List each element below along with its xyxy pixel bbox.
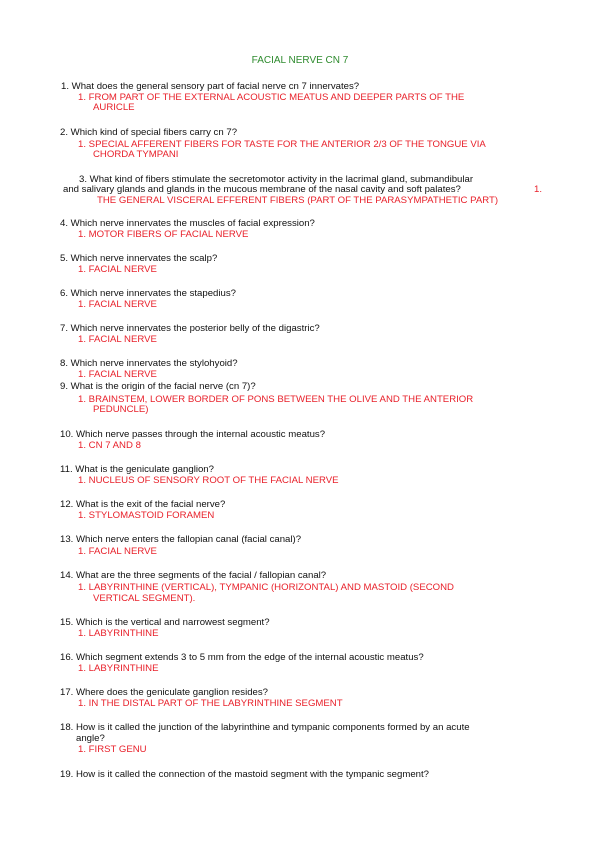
question-18: 18. How is it called the junction of the labyrinthine and tympanic components formed by an acute [60,722,470,733]
answer-16: 1. LABYRINTHINE [78,663,159,674]
question-16: 16. Which segment extends 3 to 5 mm from the edge of the internal acoustic meatus? [60,652,424,663]
answer-2: 1. SPECIAL AFFERENT FIBERS FOR TASTE FOR THE ANTERIOR 2/3 OF THE TONGUE VIA [78,139,486,150]
question-19: 19. How is it called the connection of the mastoid segment with the tympanic segment? [60,769,430,780]
question-15: 15. Which is the vertical and narrowest segment? [60,617,270,628]
answer-2-cont: CHORDA TYMPANI [93,149,179,160]
answer-6: 1. FACIAL NERVE [78,299,157,310]
answer-1-cont: AURICLE [93,102,135,113]
answer-18: 1. FIRST GENU [78,744,147,755]
answer-9-cont: PEDUNCLE) [93,404,149,415]
page-title: FACIAL NERVE CN 7 [251,55,349,66]
answer-9: 1. BRAINSTEM, LOWER BORDER OF PONS BETWEEN THE OLIVE AND THE ANTERIOR [78,394,474,405]
answer-3: THE GENERAL VISCERAL EFFERENT FIBERS (PART OF THE PARASYMPATHETIC PART) [97,195,499,206]
answer-1: 1. FROM PART OF THE EXTERNAL ACOUSTIC MEATUS AND DEEPER PARTS OF THE [78,92,465,103]
answer-3-num: 1. [534,184,543,195]
answer-14: 1. LABYRINTHINE (VERTICAL), TYMPANIC (HORIZONTAL) AND MASTOID (SECOND [78,582,454,593]
question-3-cont: and salivary glands and glands in the mucous membrane of the nasal cavity and soft palates? [63,184,461,195]
question-18-cont: angle? [76,733,105,744]
answer-12: 1. STYLOMASTOID FORAMEN [78,510,215,521]
answer-7: 1. FACIAL NERVE [78,334,157,345]
answer-8: 1. FACIAL NERVE [78,369,157,380]
question-2: 2. Which kind of special fibers carry cn 7? [60,127,238,138]
question-10: 10. Which nerve passes through the internal acoustic meatus? [60,429,326,440]
question-5: 5. Which nerve innervates the scalp? [60,253,218,264]
answer-5: 1. FACIAL NERVE [78,264,157,275]
question-17: 17. Where does the geniculate ganglion resides? [60,687,269,698]
question-6: 6. Which nerve innervates the stapedius? [60,288,236,299]
question-14: 14. What are the three segments of the facial / fallopian canal? [60,570,327,581]
question-11: 11. What is the geniculate ganglion? [60,464,214,475]
question-3: 3. What kind of fibers stimulate the secretomotor activity in the lacrimal gland, submandibular [79,174,474,185]
question-12: 12. What is the exit of the facial nerve? [60,499,226,510]
question-13: 13. Which nerve enters the fallopian canal (facial canal)? [60,534,302,545]
answer-17: 1. IN THE DISTAL PART OF THE LABYRINTHINE SEGMENT [78,698,343,709]
question-7: 7. Which nerve innervates the posterior belly of the digastric? [60,323,320,334]
question-9: 9. What is the origin of the facial nerve (cn 7)? [60,381,256,392]
answer-15: 1. LABYRINTHINE [78,628,159,639]
question-1: 1. What does the general sensory part of facial nerve cn 7 innervates? [61,81,360,92]
answer-10: 1. CN 7 AND 8 [78,440,141,451]
answer-13: 1. FACIAL NERVE [78,546,157,557]
question-8: 8. Which nerve innervates the stylohyoid? [60,358,238,369]
question-4: 4. Which nerve innervates the muscles of facial expression? [60,218,315,229]
answer-14-cont: VERTICAL SEGMENT). [93,593,196,604]
answer-11: 1. NUCLEUS OF SENSORY ROOT OF THE FACIAL NERVE [78,475,339,486]
answer-4: 1. MOTOR FIBERS OF FACIAL NERVE [78,229,249,240]
